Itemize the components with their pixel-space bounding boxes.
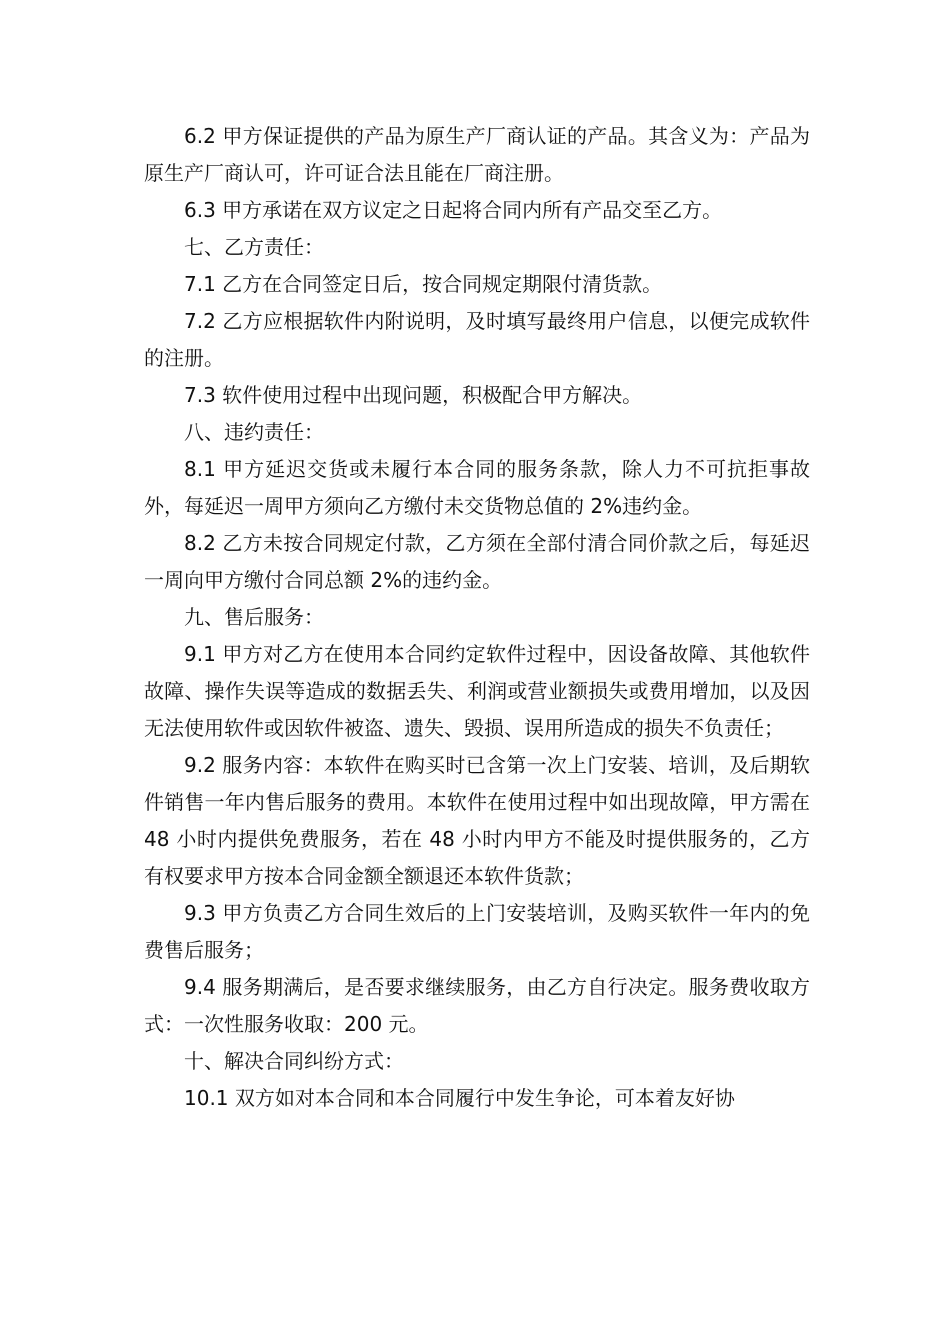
- document-body: [144, 118, 810, 1117]
- clause-10-1: 10.1 双方如对本合同和本合同履行中发生争论，可本着友好协: [184, 1086, 735, 1110]
- clause-9-2: 9.2 服务内容：本软件在购买时已含第一次上门安装、培训，及后期软件销售一年内售后服务的费用。本软件在使用过程中如出现故障，甲方需在 48 小时内提供免费服务，若在 48 小时内甲方不能及时提供服务的，乙方有权要求甲方按本合同金额全额退还本软件货款；: [144, 753, 810, 888]
- clause-6-3: 6.3 甲方承诺在双方议定之日起将合同内所有产品交至乙方。: [184, 198, 723, 222]
- clause-7-1: 7.1 乙方在合同签定日后，按合同规定期限付清货款。: [184, 272, 663, 296]
- clause-9-3: 9.3 甲方负责乙方合同生效后的上门安装培训，及购买软件一年内的免费售后服务；: [144, 901, 810, 962]
- clause-7-3: 7.3 软件使用过程中出现问题，积极配合甲方解决。: [184, 383, 643, 407]
- clause-6-2: 6.2 甲方保证提供的产品为原生产厂商认证的产品。其含义为：产品为原生产厂商认可，许可证合法且能在厂商注册。: [144, 124, 810, 185]
- section-heading-7: 七、乙方责任：: [184, 235, 324, 259]
- clause-7-2: 7.2 乙方应根据软件内附说明，及时填写最终用户信息，以便完成软件的注册。: [144, 309, 810, 370]
- clause-8-2: 8.2 乙方未按合同规定付款，乙方须在全部付清合同价款之后，每延迟一周向甲方缴付合同总额 2%的违约金。: [144, 531, 810, 592]
- clause-8-1: 8.1 甲方延迟交货或未履行本合同的服务条款，除人力不可抗拒事故外，每延迟一周甲方须向乙方缴付未交货物总值的 2%违约金。: [144, 457, 810, 518]
- section-heading-10: 十、解决合同纠纷方式：: [184, 1049, 404, 1073]
- section-heading-8: 八、违约责任：: [184, 420, 324, 444]
- clause-9-1: 9.1 甲方对乙方在使用本合同约定软件过程中，因设备故障、其他软件故障、操作失误等造成的数据丢失、利润或营业额损失或费用增加，以及因无法使用软件或因软件被盗、遗失、毁损、误用所造成的损失不负责任；: [144, 642, 810, 740]
- clause-9-4: 9.4 服务期满后，是否要求继续服务，由乙方自行决定。服务费收取方式：一次性服务收取：200 元。: [144, 975, 810, 1036]
- section-heading-9: 九、售后服务：: [184, 605, 324, 629]
